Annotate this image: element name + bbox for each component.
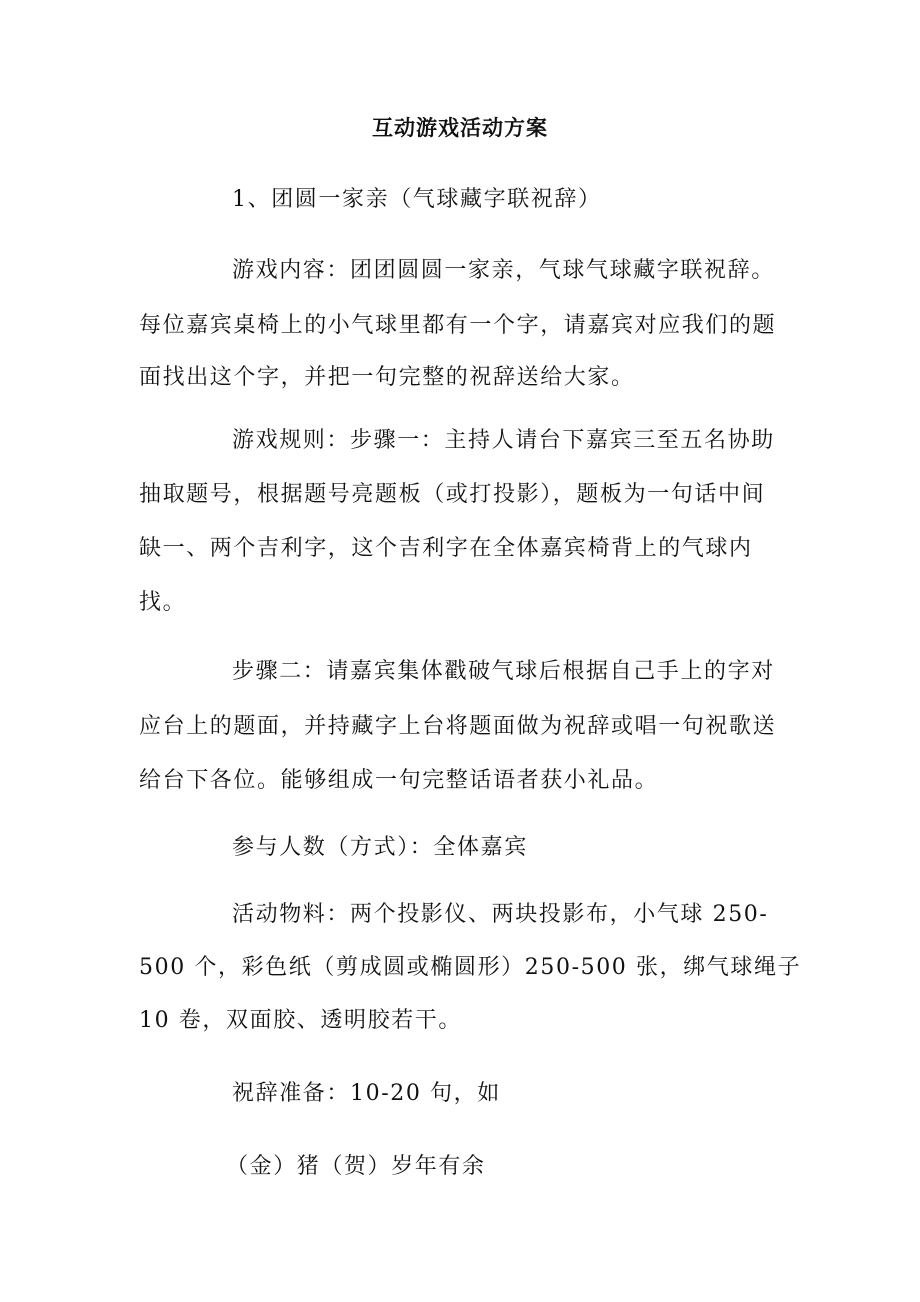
example-blessing: （金）猪（贺）岁年有余 (226, 1154, 486, 1179)
paragraph-line: 每位嘉宾桌椅上的小气球里都有一个字，请嘉宾对应我们的题 (139, 313, 777, 338)
paragraph-line: 步骤二：请嘉宾集体戳破气球后根据自己手上的字对 (232, 659, 775, 684)
document-title: 互动游戏活动方案 (372, 115, 548, 140)
paragraph-line: 10 卷，双面胶、透明胶若干。 (139, 1008, 462, 1033)
paragraph-line: 500 个，彩色纸（剪成圆或椭圆形）250-500 张，绑气球绳子 (139, 955, 802, 980)
paragraph-line: 应台上的题面，并持藏字上台将题面做为祝辞或唱一句祝歌送 (139, 714, 777, 739)
paragraph-line: 缺一、两个吉利字，这个吉利字在全体嘉宾椅背上的气球内 (139, 536, 753, 561)
paragraph-line: 活动物料：两个投影仪、两块投影布，小气球 250- (232, 902, 769, 927)
paragraph-line: 面找出这个字，并把一句完整的祝辞送给大家。 (139, 365, 635, 390)
participants-paragraph: 参与人数（方式）：全体嘉宾 (232, 835, 528, 860)
section-heading: 1、团圆一家亲（气球藏字联祝辞） (232, 187, 602, 212)
paragraph-line: 给台下各位。能够组成一句完整话语者获小礼品。 (139, 768, 659, 793)
paragraph-line: 找。 (139, 590, 187, 615)
paragraph-line: 游戏内容：团团圆圆一家亲，气球气球藏字联祝辞。 (232, 258, 775, 283)
blessings-paragraph: 祝辞准备：10-20 句，如 (232, 1081, 501, 1106)
paragraph-line: 抽取题号，根据题号亮题板（或打投影），题板为一句话中间 (139, 482, 766, 507)
paragraph-line: 游戏规则：步骤一：主持人请台下嘉宾三至五名协助 (232, 428, 775, 453)
